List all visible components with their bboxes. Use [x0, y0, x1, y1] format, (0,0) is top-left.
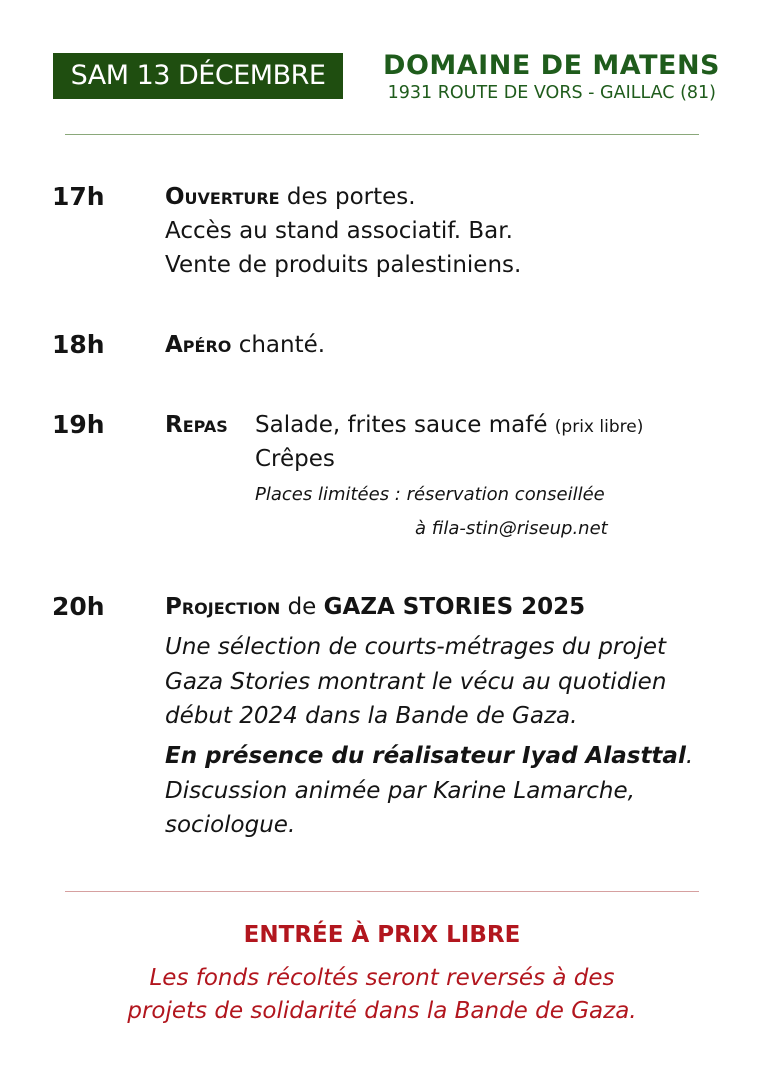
opening-text: des portes. — [279, 184, 416, 210]
time-18h: 18h — [52, 330, 105, 359]
schedule-17h-line1 — [165, 180, 416, 214]
apero-label: Apéro — [165, 332, 232, 358]
film-description-line2: Gaza Stories montrant le vécu au quotidien — [165, 668, 667, 695]
funds-notice — [0, 962, 764, 1028]
film-description — [165, 630, 725, 734]
schedule-17h-line3: Vente de produits palestiniens. — [165, 252, 522, 278]
reservation-note: Places limitées : réservation conseillée — [255, 484, 605, 505]
time-20h: 20h — [52, 592, 105, 621]
reservation-email: à fila-stin@riseup.net — [415, 518, 608, 539]
projection-title-line — [165, 590, 585, 624]
event-date-banner: SAM 13 DÉCEMBRE — [53, 53, 343, 99]
funds-line1: Les fonds récoltés seront reversés à des — [149, 965, 615, 991]
meal-label — [165, 408, 228, 442]
funds-line2: projets de solidarité dans la Bande de Gaza. — [127, 998, 637, 1024]
film-description-line3: début 2024 dans la Bande de Gaza. — [165, 703, 578, 729]
meal-dessert: Crêpes — [255, 446, 335, 472]
meal-price-note: (prix libre) — [554, 417, 644, 437]
director-presence: En présence du réalisateur Iyad Alasttal — [165, 743, 686, 769]
apero-text: chanté. — [231, 332, 326, 358]
opening-label: Ouverture — [165, 184, 280, 210]
header-divider — [65, 134, 699, 135]
film-title: GAZA STORIES 2025 — [323, 594, 586, 620]
film-description-line1: Une sélection de courts-métrages du projet — [165, 634, 667, 660]
meal-label-text: Repas — [165, 412, 228, 438]
schedule-18h-line — [165, 328, 325, 362]
footer-divider — [65, 891, 699, 892]
venue-name: DOMAINE DE MATENS — [383, 50, 720, 81]
presence-period: . — [685, 743, 694, 769]
schedule-17h-line2: Accès au stand associatif. Bar. — [165, 218, 513, 244]
sociologue-line: sociologue. — [165, 812, 296, 838]
venue-address: 1931 ROUTE DE VORS - GAILLAC (81) — [387, 83, 716, 103]
meal-main-text: Salade, frites sauce mafé — [255, 412, 555, 438]
time-19h: 19h — [52, 410, 105, 439]
time-17h: 17h — [52, 182, 105, 211]
presence-line — [165, 739, 725, 774]
projection-label: Projection — [165, 594, 281, 620]
entry-price-heading: ENTRÉE À PRIX LIBRE — [243, 922, 521, 948]
projection-joiner: de — [280, 594, 324, 620]
discussion-line: Discussion animée par Karine Lamarche, — [165, 777, 635, 804]
meal-main — [255, 408, 643, 444]
presence-info — [165, 739, 725, 843]
